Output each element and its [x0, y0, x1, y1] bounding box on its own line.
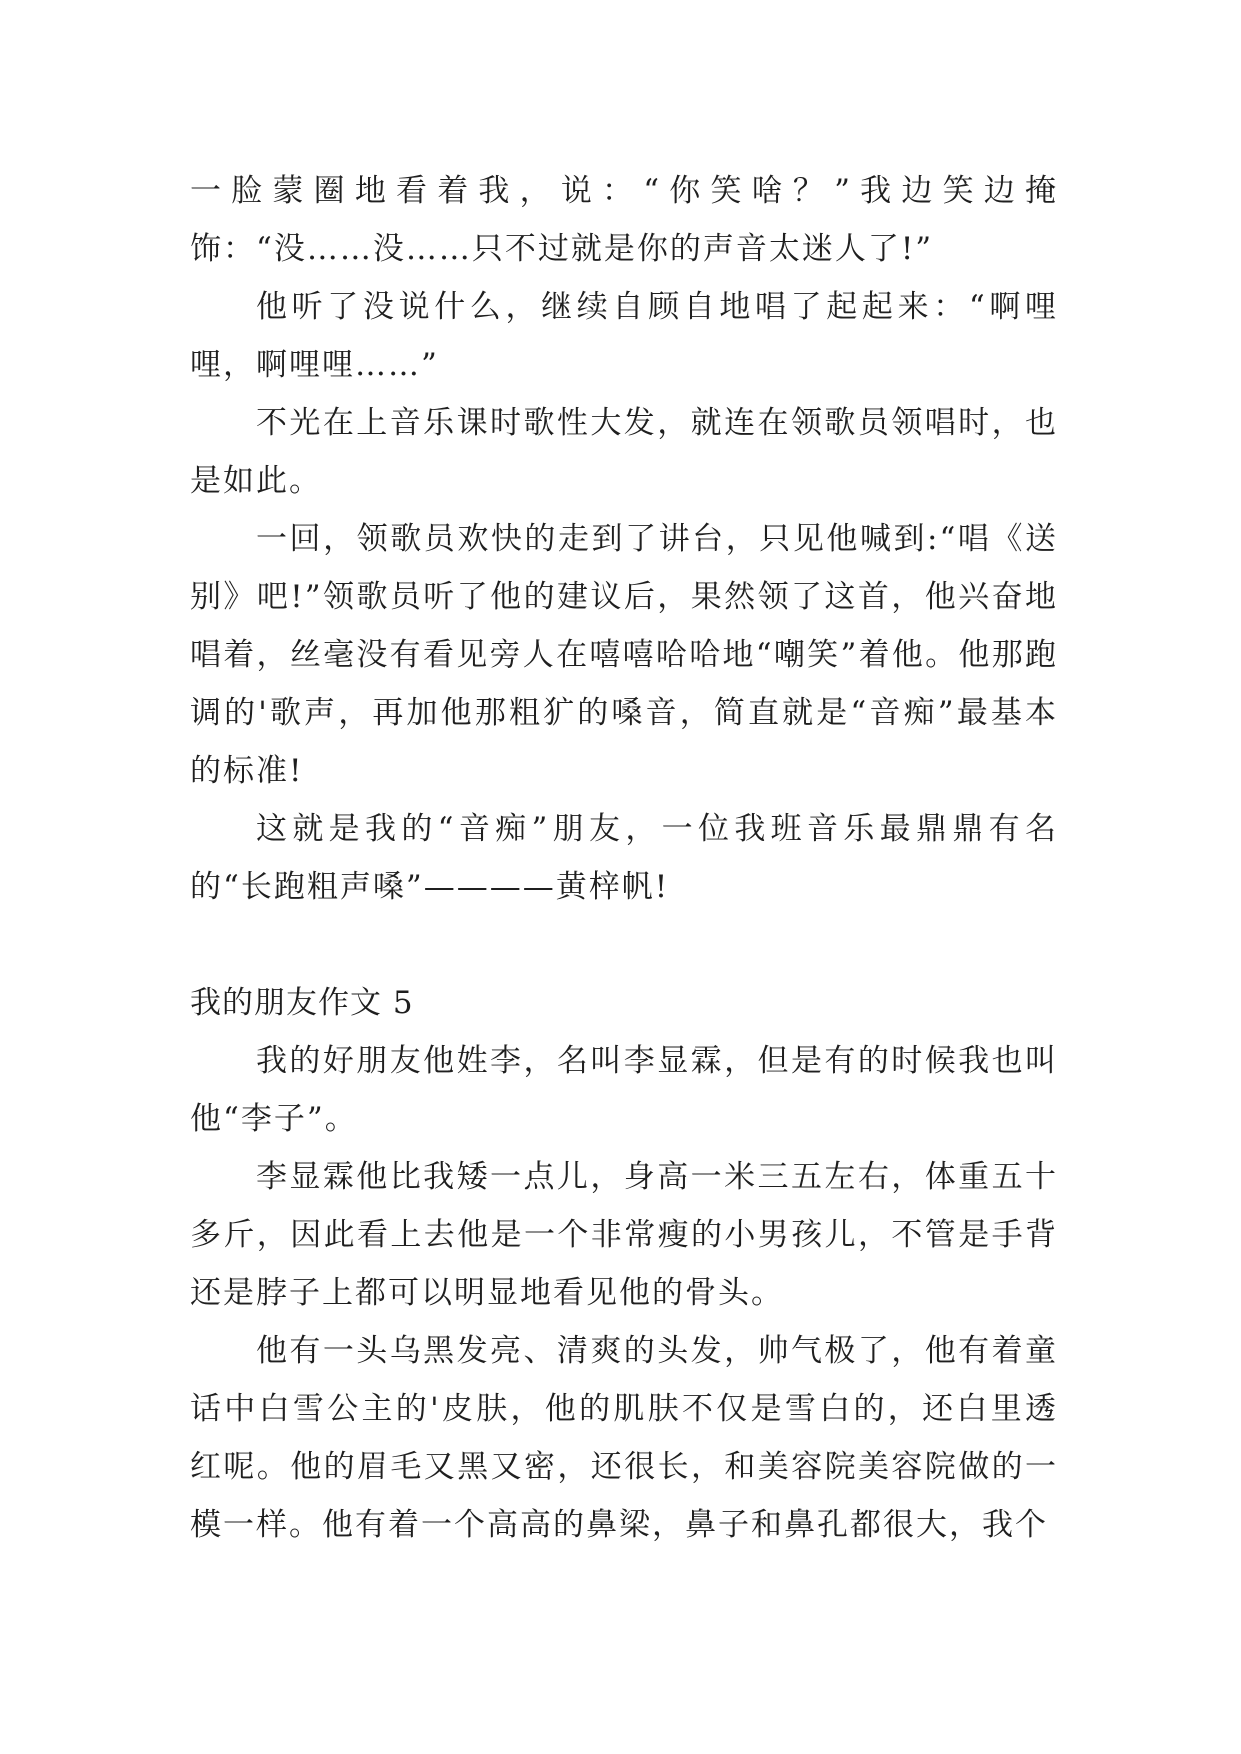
paragraph: 他有一头乌黑发亮、清爽的头发，帅气极了，他有着童话中白雪公主的'皮肤，他的肌肤不仅是雪白的，还白里透红呢。他的眉毛又黑又密，还很长，和美容院美容院做的一模一样。他有着一个高高的鼻梁，鼻子和鼻孔都很大，我个 [190, 1333, 1058, 1543]
paragraph: 李显霖他比我矮一点儿，身高一米三五左右，体重五十多斤，因此看上去他是一个非常瘦的小男孩儿，不管是手背还是脖子上都可以明显地看见他的骨头。 [190, 1159, 1058, 1311]
paragraph: 他听了没说什么，继续自顾自地唱了起起来：“啊哩哩，啊哩哩……” [190, 289, 1058, 383]
paragraph-continuation: 一脸蒙圈地看着我，说：“你笑啥？”我边笑边掩饰：“没……没……只不过就是你的声音太迷人了!” [190, 173, 1058, 267]
paragraph: 一回，领歌员欢快的走到了讲台，只见他喊到:“唱《送别》吧!”领歌员听了他的建议后，果然领了这首，他兴奋地唱着，丝毫没有看见旁人在嘻嘻哈哈地“嘲笑”着他。他那跑调的'歌声，再加他那粗犷的嗓音，简直就是“音痴”最基本的标准! [190, 521, 1058, 789]
paragraph: 这就是我的“音痴”朋友，一位我班音乐最鼎鼎有名的“长跑粗声嗓”————黄梓帆! [190, 811, 1058, 905]
section-title: 我的朋友作文 5 [190, 985, 414, 1021]
paragraph: 我的好朋友他姓李，名叫李显霖，但是有的时候我也叫他“李子”。 [190, 1043, 1058, 1137]
paragraph: 不光在上音乐课时歌性大发，就连在领歌员领唱时，也是如此。 [190, 405, 1058, 499]
essay-body [190, 162, 1058, 1554]
